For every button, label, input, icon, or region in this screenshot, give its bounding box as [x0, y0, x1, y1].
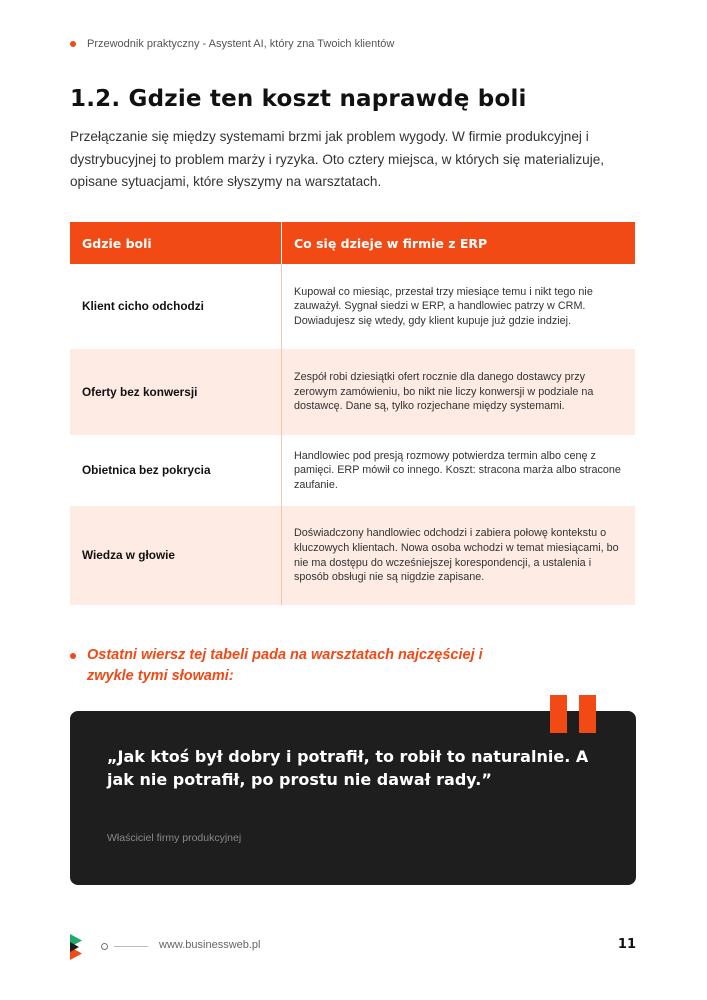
running-header: [70, 38, 394, 50]
row-label: Klient cicho odchodzi: [70, 264, 282, 349]
row-label: Obietnica bez pokrycia: [70, 435, 282, 506]
quote-author: Właściciel firmy produkcyjnej: [107, 832, 242, 844]
row-text: Kupował co miesiąc, przestał trzy miesiące temu i nikt tego nie zauważył. Sygnał siedzi w ERP, a handlowiec patrzy w CRM. Dowiadujesz się wtedy, gdy klient kupuje już gdzie indziej.: [294, 285, 593, 327]
divider: [114, 946, 148, 947]
row-text: Handlowiec pod presją rozmowy potwierdza termin albo cenę z pamięci. ERP mówił co innego. Koszt: stracona marża albo stracone zaufanie.: [294, 449, 621, 491]
intro-paragraph: Przełączanie się między systemami brzmi jak problem wygody. W firmie produkcyjnej i dystrybucyjnej to problem marży i ryzyka. Oto cztery miejsca, w których się materializuje, opisane sytuacjami, które słyszymy na warsztatach.: [70, 129, 605, 189]
website-url[interactable]: www.businessweb.pl: [159, 939, 261, 951]
quote-text: „Jak ktoś był dobry i potrafił, to robił to naturalnie. A jak nie potrafił, po prostu nie dawał rady.”: [107, 747, 589, 789]
row-label: Oferty bez konwersji: [70, 349, 282, 435]
lead-text: Ostatni wiersz tej tabeli pada na warsztatach najczęściej i zwykle tymi słowami:: [87, 647, 483, 684]
row-text: Doświadczony handlowiec odchodzi i zabiera połowę kontekstu o kluczowych klientach. Nowa osoba wchodzi w temat miesiącami, bo nie ma dostępu do wcześniejszej korespondencji, a ustalenia i sposób obsługi nie są nigdzie zapisane.: [282, 506, 636, 605]
page-number: 11: [617, 937, 636, 952]
table-row: [70, 435, 635, 506]
quote-mark-icon: [550, 695, 567, 733]
table-row: [70, 264, 635, 349]
lead-in: [70, 645, 507, 687]
quote-mark-icon: [579, 695, 596, 733]
brand-logo-icon: [70, 934, 88, 960]
bullet-dot-icon: [70, 41, 76, 47]
section-title: 1.2. Gdzie ten koszt naprawdę boli: [70, 86, 527, 112]
column-header-where: Gdzie boli: [70, 222, 282, 264]
pain-points-table: [70, 222, 635, 605]
page-footer: [70, 934, 636, 960]
header-text: Przewodnik praktyczny - Asystent AI, który zna Twoich klientów: [87, 38, 395, 50]
table-row: [70, 349, 635, 435]
row-text: Zespół robi dziesiątki ofert rocznie dla danego dostawcy przy zerowym zamówieniu, bo nikt nie liczy konwersji w podziale na dostawcę. Dane są, tylko rozjechane między systemami.: [282, 349, 636, 435]
table-header-row: [70, 222, 635, 264]
table-row: [70, 506, 635, 605]
quote-box: [70, 711, 636, 885]
column-header-what: Co się dzieje w firmie z ERP: [282, 222, 636, 264]
bullet-dot-icon: [70, 653, 76, 659]
row-label: Wiedza w głowie: [70, 506, 282, 605]
circle-icon: [101, 943, 108, 950]
